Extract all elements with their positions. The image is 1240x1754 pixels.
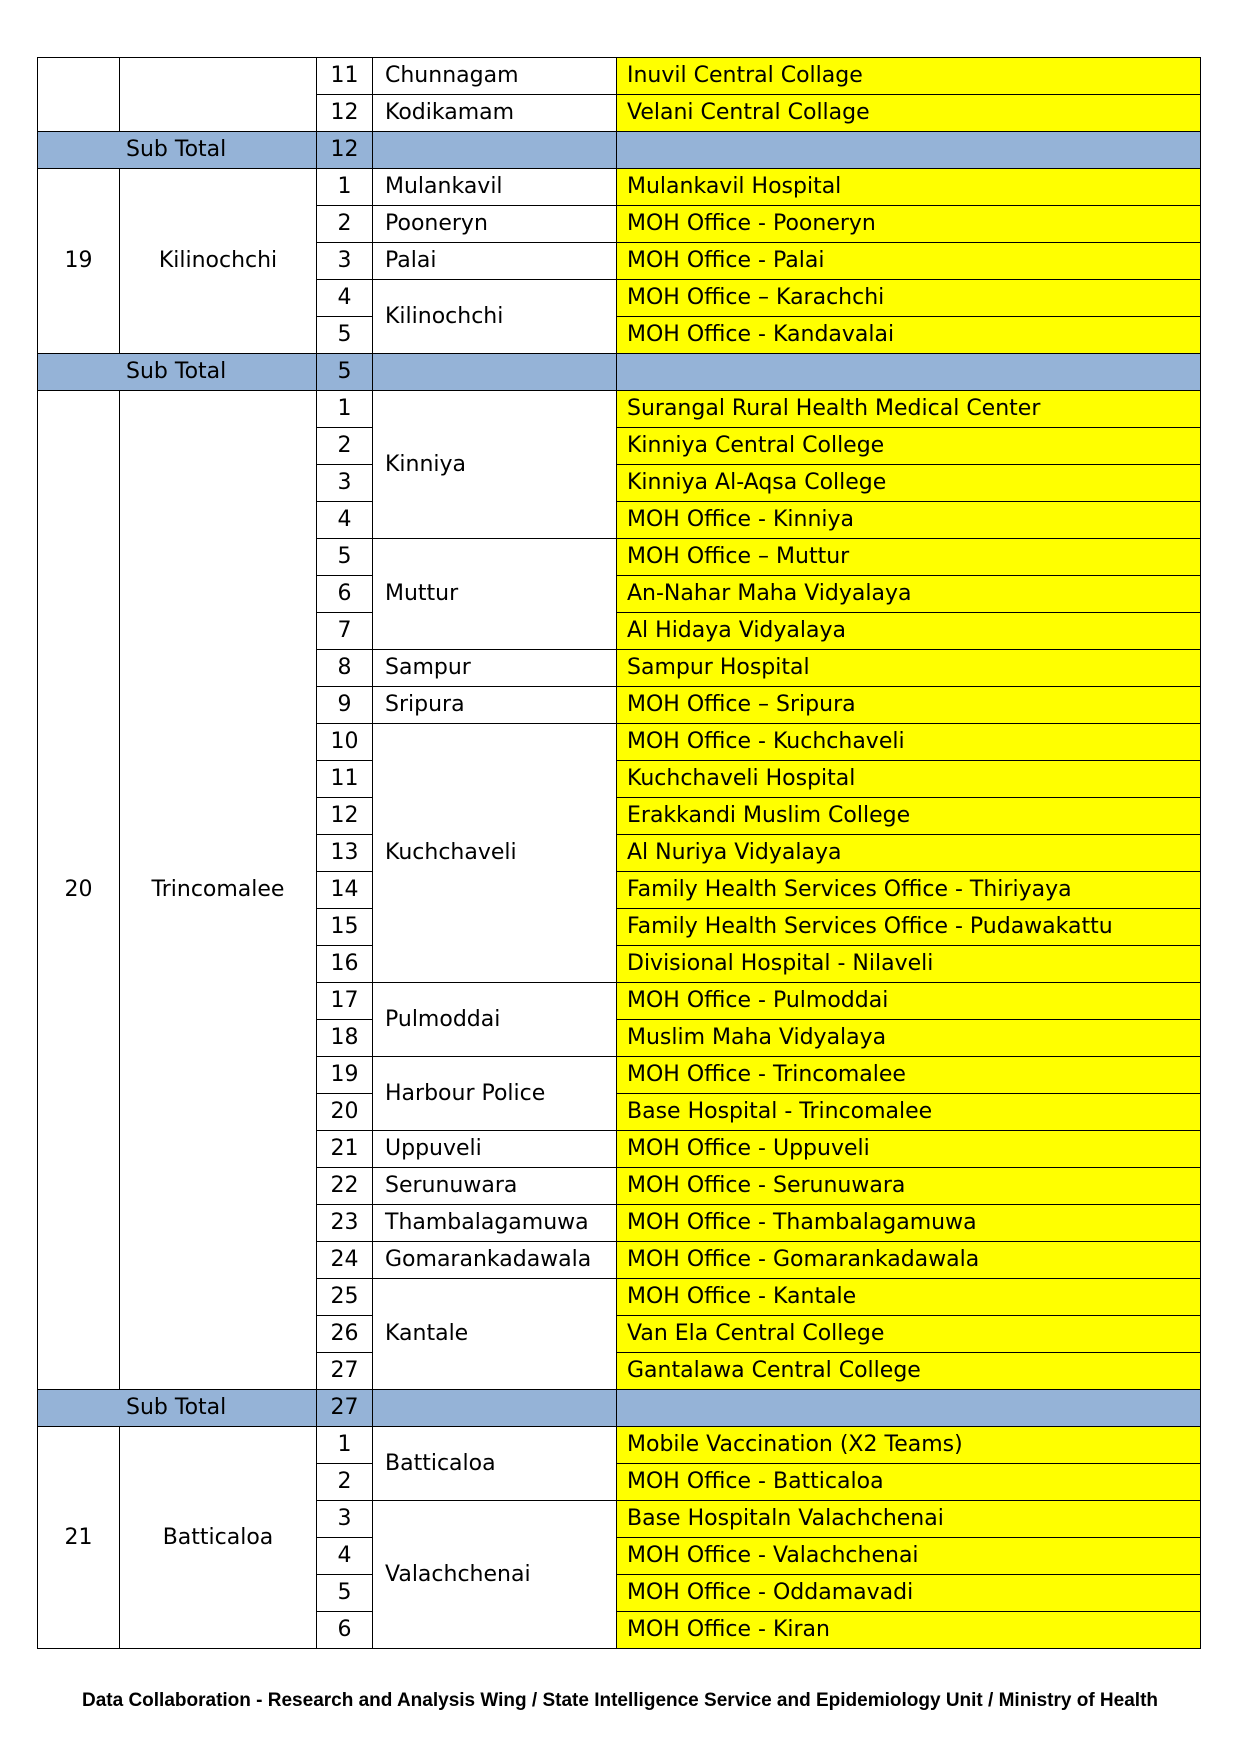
moh-area: Valachchenai: [373, 1501, 617, 1649]
vaccination-location: Family Health Services Office - Thiriyaya: [617, 872, 1201, 909]
moh-area: Kilinochchi: [373, 280, 617, 354]
row-number: 3: [317, 465, 373, 502]
row-number: 15: [317, 909, 373, 946]
subtotal-label: Sub Total: [38, 132, 317, 169]
district-name: Batticaloa: [120, 1427, 317, 1649]
row-number: 5: [317, 1575, 373, 1612]
subtotal-empty-cell: [617, 1390, 1201, 1427]
moh-area: Thambalagamuwa: [373, 1205, 617, 1242]
moh-area: Sampur: [373, 650, 617, 687]
table-row: [38, 169, 1201, 206]
vaccination-location: Gantalawa Central College: [617, 1353, 1201, 1390]
moh-area: Harbour Police: [373, 1057, 617, 1131]
vaccination-location: MOH Office - Kuchchaveli: [617, 724, 1201, 761]
row-number: 2: [317, 1464, 373, 1501]
vaccination-centers-table: [37, 57, 1201, 1649]
vaccination-location: MOH Office - Thambalagamuwa: [617, 1205, 1201, 1242]
vaccination-location: MOH Office - Uppuveli: [617, 1131, 1201, 1168]
table-row: [38, 58, 1201, 95]
row-number: 24: [317, 1242, 373, 1279]
table-body: [38, 58, 1201, 1649]
row-number: 5: [317, 539, 373, 576]
district-number: 21: [38, 1427, 120, 1649]
vaccination-location: MOH Office - Valachchenai: [617, 1538, 1201, 1575]
moh-area: Serunuwara: [373, 1168, 617, 1205]
table-row: [38, 1427, 1201, 1464]
vaccination-location: Mulankavil Hospital: [617, 169, 1201, 206]
moh-area: Mulankavil: [373, 169, 617, 206]
vaccination-location: MOH Office - Batticaloa: [617, 1464, 1201, 1501]
moh-area: Batticaloa: [373, 1427, 617, 1501]
vaccination-location: MOH Office - Pooneryn: [617, 206, 1201, 243]
vaccination-location: Family Health Services Office - Pudawakattu: [617, 909, 1201, 946]
row-number: 5: [317, 317, 373, 354]
district-name: Kilinochchi: [120, 169, 317, 354]
moh-area: Chunnagam: [373, 58, 617, 95]
row-number: 21: [317, 1131, 373, 1168]
district-number: [38, 58, 120, 132]
row-number: 1: [317, 391, 373, 428]
vaccination-location: Kuchchaveli Hospital: [617, 761, 1201, 798]
subtotal-empty-cell: [373, 1390, 617, 1427]
vaccination-location: MOH Office – Sripura: [617, 687, 1201, 724]
moh-area: Pooneryn: [373, 206, 617, 243]
row-number: 9: [317, 687, 373, 724]
moh-area: Gomarankadawala: [373, 1242, 617, 1279]
vaccination-location: MOH Office - Kantale: [617, 1279, 1201, 1316]
district-name: [120, 58, 317, 132]
subtotal-empty-cell: [617, 354, 1201, 391]
row-number: 7: [317, 613, 373, 650]
vaccination-location: MOH Office - Pulmoddai: [617, 983, 1201, 1020]
vaccination-location: Inuvil Central Collage: [617, 58, 1201, 95]
row-number: 2: [317, 428, 373, 465]
moh-area: Kantale: [373, 1279, 617, 1390]
row-number: 10: [317, 724, 373, 761]
row-number: 4: [317, 1538, 373, 1575]
vaccination-location: Kinniya Al-Aqsa College: [617, 465, 1201, 502]
row-number: 25: [317, 1279, 373, 1316]
row-number: 12: [317, 798, 373, 835]
moh-area: Palai: [373, 243, 617, 280]
vaccination-location: Sampur Hospital: [617, 650, 1201, 687]
vaccination-location: Mobile Vaccination (X2 Teams): [617, 1427, 1201, 1464]
row-number: 22: [317, 1168, 373, 1205]
moh-area: Kodikamam: [373, 95, 617, 132]
subtotal-empty-cell: [617, 132, 1201, 169]
district-number: 19: [38, 169, 120, 354]
page-footer: Data Collaboration - Research and Analysis Wing / State Intelligence Service and Epidemiology Unit / Ministry of Health: [81, 1690, 1158, 1711]
subtotal-value: 12: [317, 132, 373, 169]
subtotal-value: 27: [317, 1390, 373, 1427]
vaccination-location: MOH Office - Kiran: [617, 1612, 1201, 1649]
row-number: 2: [317, 206, 373, 243]
subtotal-label: Sub Total: [38, 354, 317, 391]
row-number: 11: [317, 761, 373, 798]
moh-area: Pulmoddai: [373, 983, 617, 1057]
vaccination-location: MOH Office - Palai: [617, 243, 1201, 280]
vaccination-location: MOH Office - Serunuwara: [617, 1168, 1201, 1205]
row-number: 4: [317, 280, 373, 317]
row-number: 19: [317, 1057, 373, 1094]
subtotal-label: Sub Total: [38, 1390, 317, 1427]
moh-area: Uppuveli: [373, 1131, 617, 1168]
vaccination-location: Base Hospital - Trincomalee: [617, 1094, 1201, 1131]
vaccination-location: Kinniya Central College: [617, 428, 1201, 465]
row-number: 1: [317, 169, 373, 206]
row-number: 26: [317, 1316, 373, 1353]
vaccination-location: MOH Office - Kandavalai: [617, 317, 1201, 354]
row-number: 3: [317, 1501, 373, 1538]
subtotal-row: [38, 132, 1201, 169]
vaccination-location: MOH Office - Gomarankadawala: [617, 1242, 1201, 1279]
district-name: Trincomalee: [120, 391, 317, 1390]
row-number: 3: [317, 243, 373, 280]
vaccination-location: An-Nahar Maha Vidyalaya: [617, 576, 1201, 613]
vaccination-location: Van Ela Central College: [617, 1316, 1201, 1353]
vaccination-location: MOH Office - Kinniya: [617, 502, 1201, 539]
moh-area: Kuchchaveli: [373, 724, 617, 983]
vaccination-location: Velani Central Collage: [617, 95, 1201, 132]
subtotal-row: [38, 1390, 1201, 1427]
vaccination-location: Divisional Hospital - Nilaveli: [617, 946, 1201, 983]
row-number: 8: [317, 650, 373, 687]
subtotal-empty-cell: [373, 354, 617, 391]
vaccination-location: Al Hidaya Vidyalaya: [617, 613, 1201, 650]
subtotal-value: 5: [317, 354, 373, 391]
vaccination-location: Base Hospitaln Valachchenai: [617, 1501, 1201, 1538]
row-number: 27: [317, 1353, 373, 1390]
vaccination-location: Surangal Rural Health Medical Center: [617, 391, 1201, 428]
moh-area: Sripura: [373, 687, 617, 724]
row-number: 16: [317, 946, 373, 983]
vaccination-location: Erakkandi Muslim College: [617, 798, 1201, 835]
row-number: 23: [317, 1205, 373, 1242]
subtotal-row: [38, 354, 1201, 391]
row-number: 12: [317, 95, 373, 132]
row-number: 13: [317, 835, 373, 872]
row-number: 4: [317, 502, 373, 539]
vaccination-location: MOH Office - Trincomalee: [617, 1057, 1201, 1094]
row-number: 6: [317, 576, 373, 613]
vaccination-location: MOH Office - Oddamavadi: [617, 1575, 1201, 1612]
row-number: 11: [317, 58, 373, 95]
row-number: 6: [317, 1612, 373, 1649]
vaccination-location: MOH Office – Karachchi: [617, 280, 1201, 317]
row-number: 17: [317, 983, 373, 1020]
row-number: 18: [317, 1020, 373, 1057]
table-row: [38, 391, 1201, 428]
row-number: 14: [317, 872, 373, 909]
subtotal-empty-cell: [373, 132, 617, 169]
moh-area: Kinniya: [373, 391, 617, 539]
vaccination-location: MOH Office – Muttur: [617, 539, 1201, 576]
row-number: 1: [317, 1427, 373, 1464]
moh-area: Muttur: [373, 539, 617, 650]
vaccination-location: Al Nuriya Vidyalaya: [617, 835, 1201, 872]
district-number: 20: [38, 391, 120, 1390]
vaccination-location: Muslim Maha Vidyalaya: [617, 1020, 1201, 1057]
row-number: 20: [317, 1094, 373, 1131]
